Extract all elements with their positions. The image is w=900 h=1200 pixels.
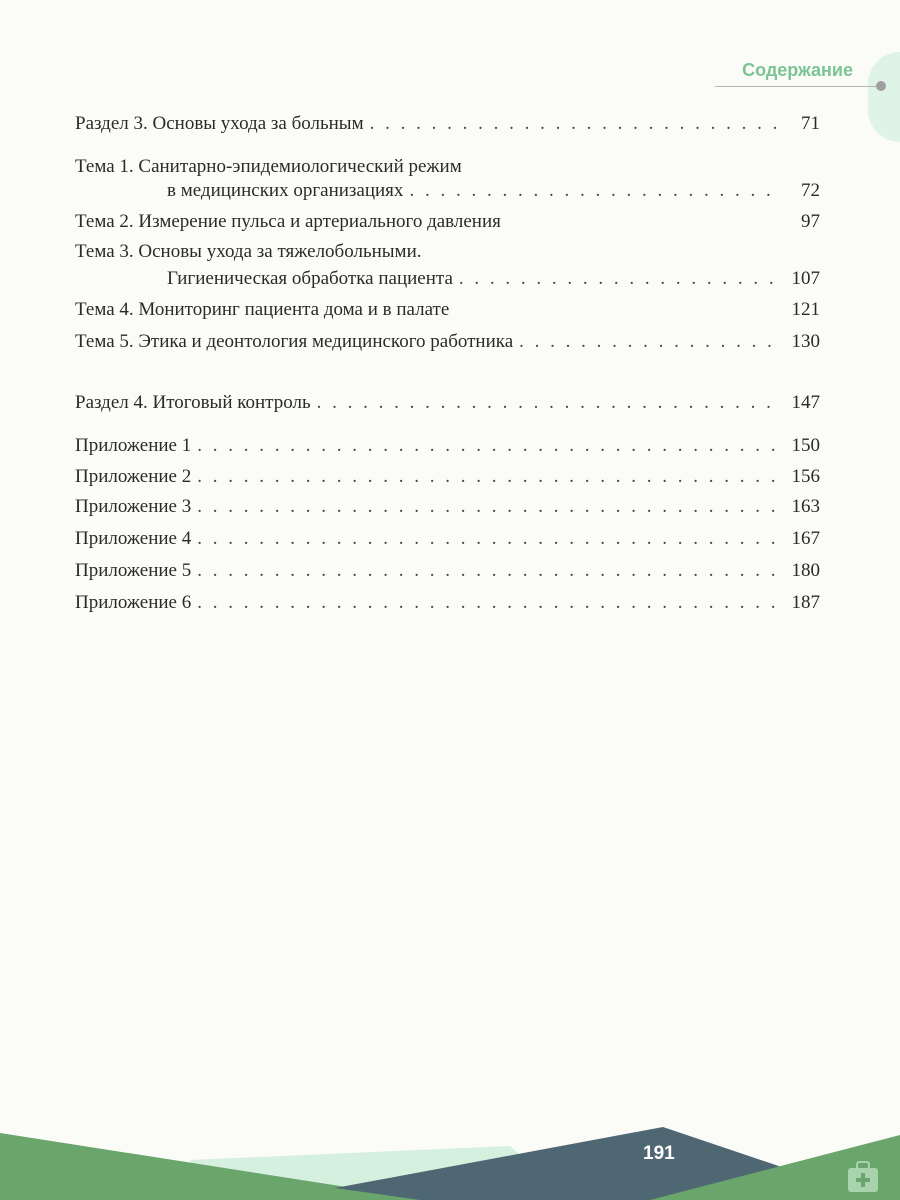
toc-page: 107 [791, 268, 820, 289]
leader-dots [409, 179, 778, 203]
leader-dots [197, 591, 778, 615]
toc-page: 187 [791, 592, 820, 613]
leader-dots [317, 391, 778, 415]
toc-label: Раздел 3. Основы ухода за больным [75, 113, 364, 134]
toc-page: 147 [791, 392, 820, 413]
toc-entry[interactable] [75, 330, 820, 354]
toc-entry[interactable] [75, 465, 820, 489]
toc-label: Гигиеническая обработка пациента [167, 268, 453, 289]
page-number: 191 [643, 1143, 675, 1164]
leader-dots [370, 112, 778, 136]
toc-label: Тема 4. Мониторинг пациента дома и в палате [75, 299, 450, 320]
section-header: Содержание [742, 60, 853, 80]
leader-dots [197, 559, 778, 583]
toc-page: 156 [791, 466, 820, 487]
toc-label: Тема 2. Измерение пульса и артериального давления [75, 211, 501, 232]
toc-page: 97 [801, 211, 820, 232]
toc-page: 121 [791, 299, 820, 320]
toc-entry[interactable] [75, 179, 820, 203]
toc-label: Приложение 4 [75, 528, 192, 549]
leader-dots [197, 465, 778, 489]
toc-page: 163 [791, 496, 820, 517]
toc-label: Раздел 4. Итоговый контроль [75, 392, 311, 413]
toc-page: 72 [801, 180, 820, 201]
toc-label: Приложение 6 [75, 592, 192, 613]
toc-entry[interactable] [75, 267, 820, 291]
toc-label: Приложение 3 [75, 496, 192, 517]
toc-page: 180 [791, 560, 820, 581]
toc-label: в медицинских организациях [167, 180, 404, 201]
header-rule [715, 86, 880, 87]
header-dot [876, 81, 886, 91]
toc-label-line1: Тема 1. Санитарно-эпидемиологический режим [75, 156, 462, 177]
toc-entry[interactable] [75, 210, 820, 234]
toc-label: Тема 5. Этика и деонтология медицинского работника [75, 331, 514, 352]
leader-dots [197, 434, 778, 458]
leader-dots [197, 495, 778, 519]
leader-dots [197, 527, 778, 551]
toc-entry[interactable] [75, 591, 820, 615]
toc-label: Приложение 1 [75, 435, 192, 456]
toc-entry[interactable] [75, 495, 820, 519]
toc-page: 71 [801, 113, 820, 134]
toc-label: Приложение 5 [75, 560, 192, 581]
toc-entry[interactable] [75, 527, 820, 551]
header-decor-circle [868, 52, 900, 142]
toc-entry[interactable] [75, 391, 820, 415]
toc-entry[interactable] [75, 298, 820, 322]
leader-dots [519, 330, 778, 354]
toc-entry[interactable] [75, 434, 820, 458]
toc-page: 150 [791, 435, 820, 456]
toc-entry[interactable] [75, 559, 820, 583]
toc-label-line1: Тема 3. Основы ухода за тяжелобольными. [75, 241, 422, 262]
footer-decoration [0, 1080, 900, 1200]
toc-label: Приложение 2 [75, 466, 192, 487]
toc-page: 167 [791, 528, 820, 549]
toc-entry[interactable] [75, 112, 820, 136]
toc-page: 130 [791, 331, 820, 352]
leader-dots [459, 267, 778, 291]
